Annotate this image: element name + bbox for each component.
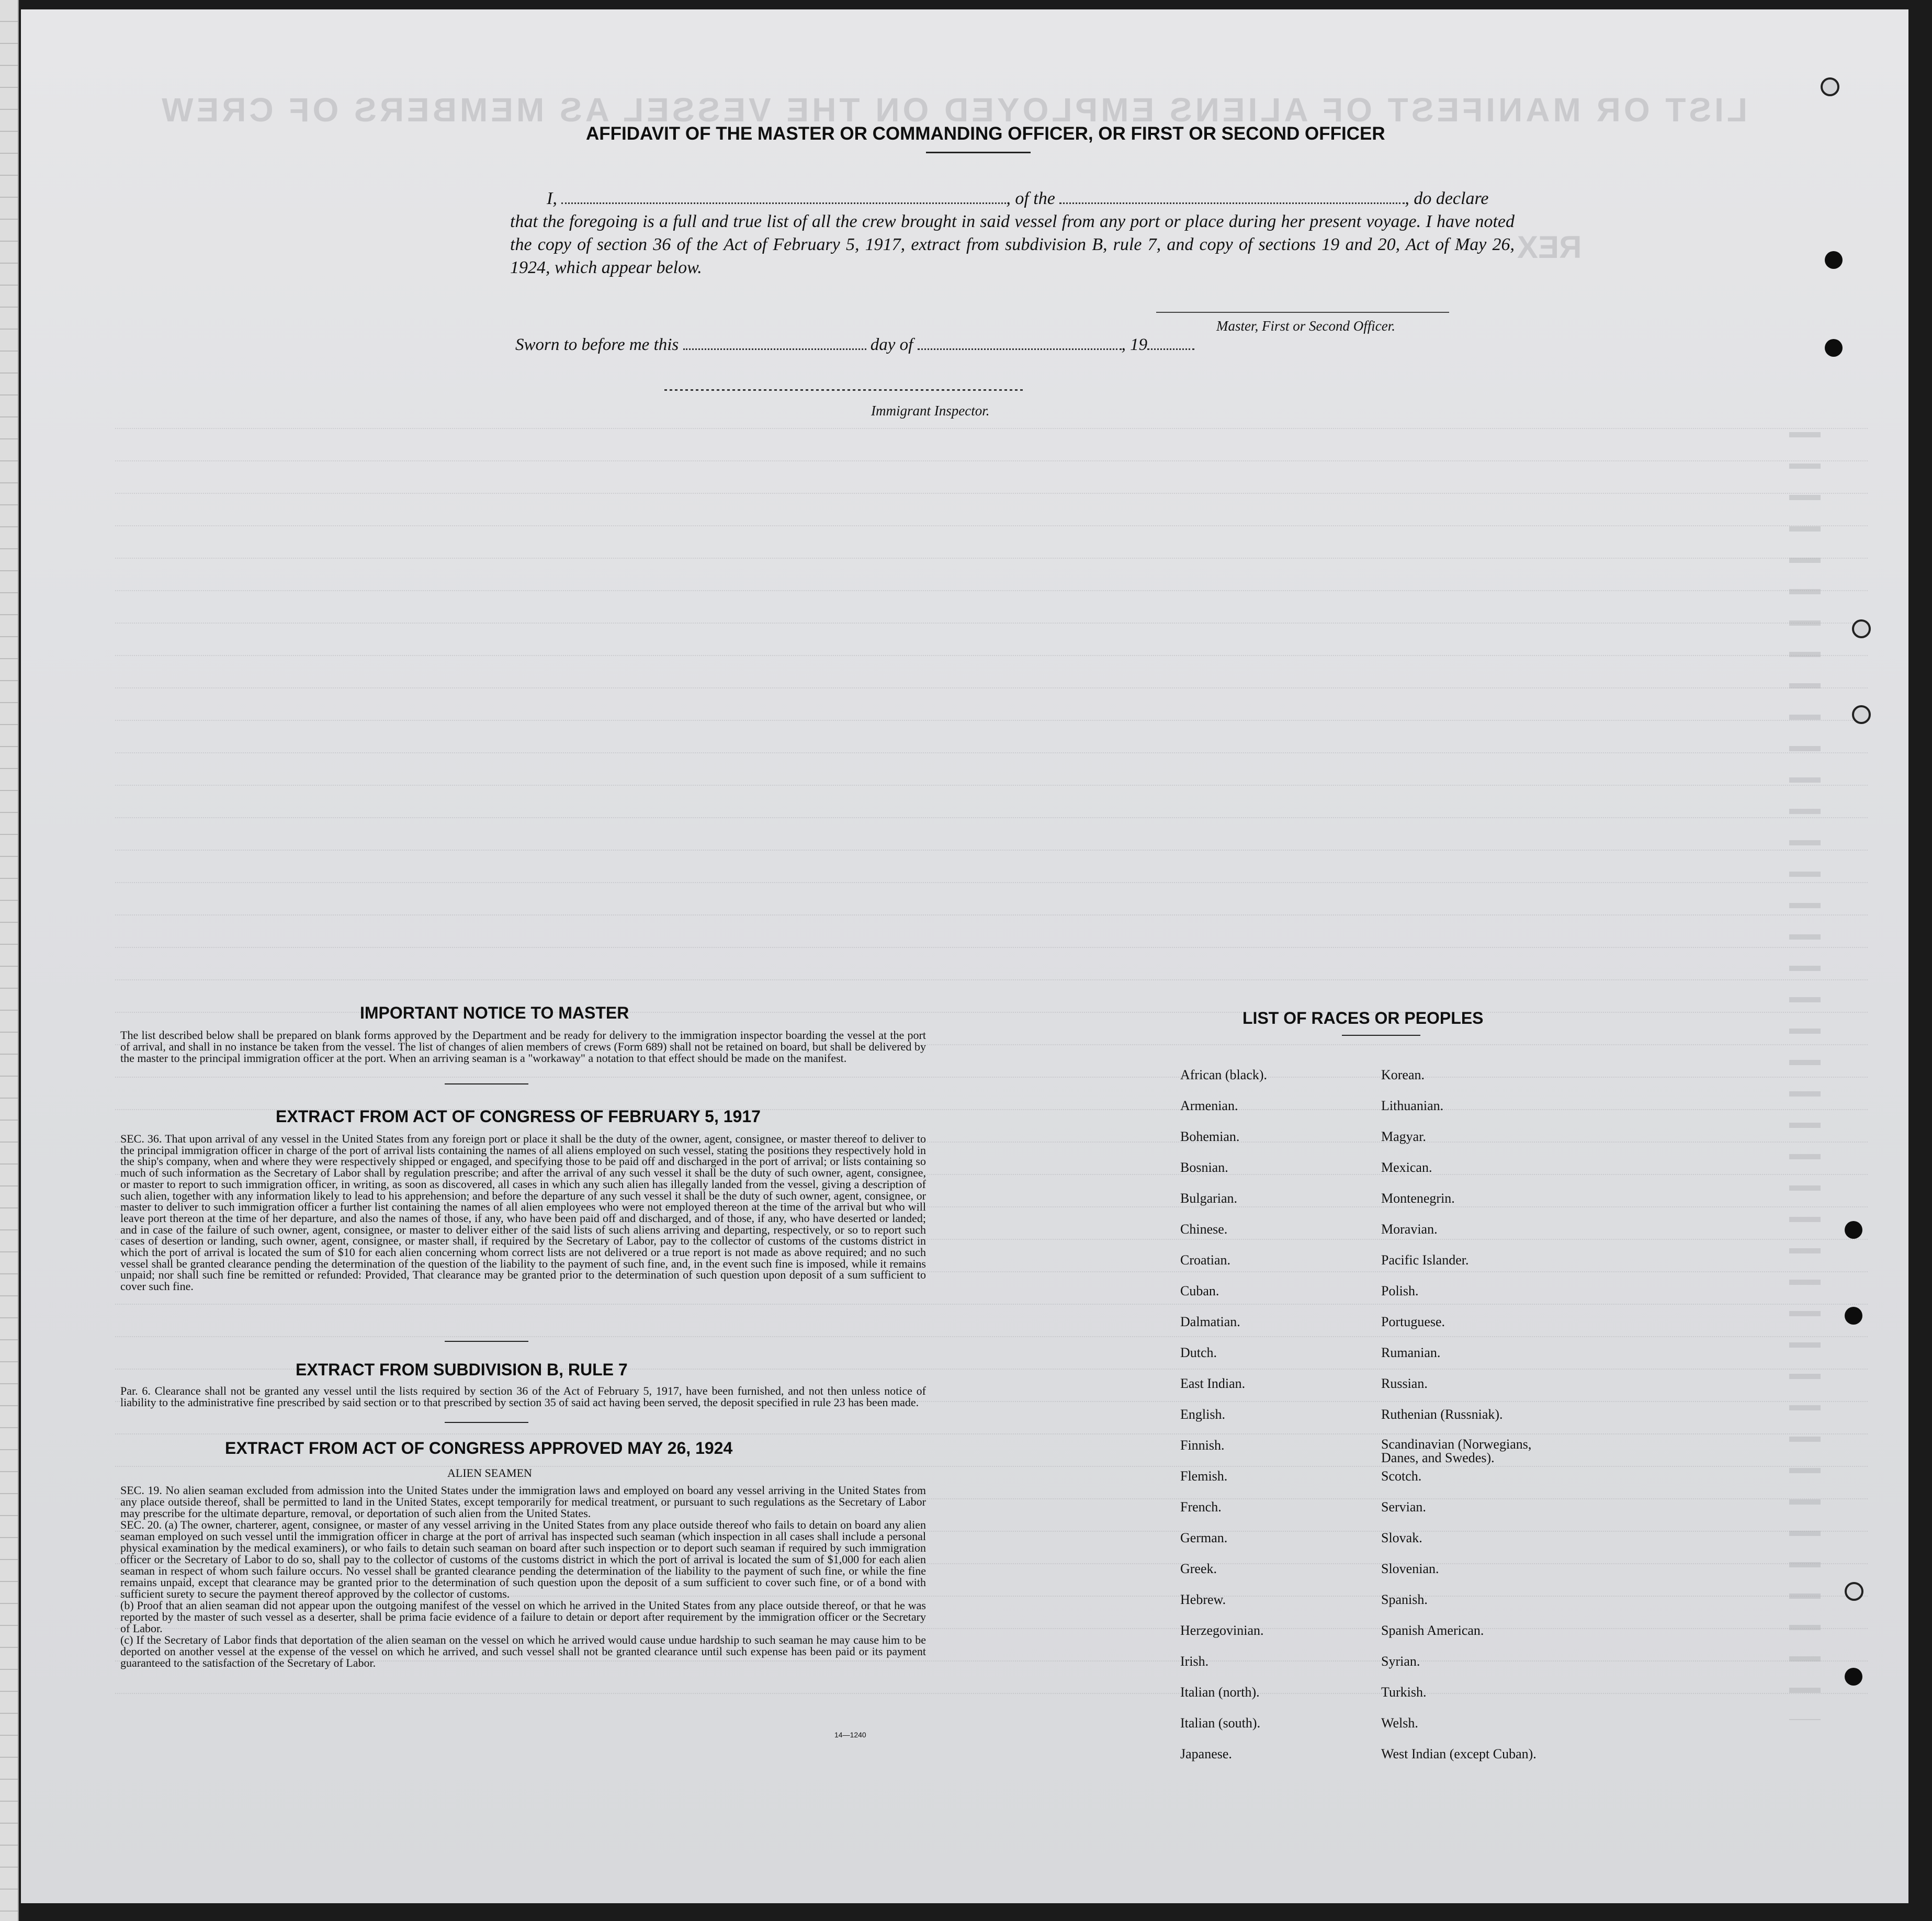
race-item: Herzegovinian. (1180, 1623, 1264, 1638)
punch-hole (1845, 1582, 1863, 1601)
race-item: African (black). (1180, 1067, 1268, 1082)
race-item: Lithuanian. (1381, 1098, 1444, 1113)
race-item: Syrian. (1381, 1654, 1420, 1669)
punch-hole (1821, 77, 1839, 96)
race-item: Rumanian. (1381, 1345, 1441, 1360)
section-20c: (c) If the Secretary of Labor finds that deportation of the alien seaman on the vessel on which he arrived would cause undue hardship to such seaman he may cause him to be deported on another vessel at the expense of the vessel on which he arrived, and such vessel shall not be granted clearance until such expense has been paid or its payment guaranteed to the satisfaction of the Secretary of Labor. (120, 1633, 926, 1669)
race-item: Italian (north). (1180, 1685, 1260, 1700)
form-number: 14—1240 (834, 1731, 866, 1739)
punch-hole (1825, 251, 1843, 269)
race-item: Scandinavian (Norwegians, Danes, and Swedes). (1381, 1437, 1532, 1465)
punch-hole (1845, 1221, 1862, 1239)
race-item: Spanish. (1381, 1592, 1428, 1607)
race-item: German. (1180, 1530, 1228, 1545)
race-item: Chinese. (1180, 1222, 1228, 1237)
race-item: Croatian. (1180, 1252, 1231, 1268)
punch-hole (1852, 619, 1871, 638)
bleed-through-row-numbers (1789, 412, 1821, 1720)
document-page (21, 9, 1908, 1903)
race-item: Hebrew. (1180, 1592, 1226, 1607)
race-item: Polish. (1381, 1283, 1419, 1298)
rule7-rule (445, 1422, 528, 1423)
affidavit-title-rule (926, 152, 1031, 153)
race-item: Montenegrin. (1381, 1191, 1455, 1206)
punch-hole (1845, 1307, 1862, 1325)
punch-hole (1825, 339, 1843, 357)
race-item: Dalmatian. (1180, 1314, 1240, 1329)
race-item: Korean. (1381, 1067, 1425, 1082)
name-blank[interactable] (561, 189, 1006, 204)
notice-rule (445, 1083, 528, 1084)
race-item: Dutch. (1180, 1345, 1217, 1360)
signature-label: Master, First or Second Officer. (1216, 318, 1395, 334)
section-19: SEC. 19. No alien seaman excluded from admission into the United States under the immigration laws and employed on board any vessel arriving in the United States from any place outside thereof, shall be permitted to land in the United States, except temporarily for medical treatment, or pursuant to such regulations as the Secretary of Labor may prescribe for the ultimate departure, removal, or deportation of such alien from the United States. (120, 1484, 926, 1520)
affidavit-text (510, 187, 1515, 279)
rule7-body: Par. 6. Clearance shall not be granted any vessel until the lists required by section 36 of the Act of February 5, 1917, have been furnished, and not then unless notice of liability to the administrative fine prescribed by said section or to that prescribed by section 35 of said act having been served, the deposit specified in rule 23 has been made. (120, 1384, 926, 1409)
punch-hole (1852, 705, 1871, 724)
section-20b: (b) Proof that an alien seaman did not appear upon the outgoing manifest of the vessel on which he arrived in the United States from any place outside thereof, or that he was reported by the master of such vessel as a deserter, shall be prima facie evidence of a failure to detain or deport after requirement by the immigration officer or the Secretary of Labor. (120, 1599, 926, 1635)
punch-hole (1845, 1668, 1862, 1686)
affidavit-first-line: I, , of the , do declare (547, 189, 1489, 208)
race-item: Finnish. (1180, 1438, 1225, 1453)
race-item: English. (1180, 1407, 1225, 1422)
bleed-through-vessel: REX (1517, 230, 1582, 265)
race-item: Welsh. (1381, 1715, 1418, 1731)
races-rule (1342, 1035, 1420, 1036)
sworn-month-blank[interactable] (918, 335, 1122, 350)
rule7-title: EXTRACT FROM SUBDIVISION B, RULE 7 (296, 1360, 628, 1379)
race-item: Japanese. (1180, 1746, 1232, 1761)
inspector-label: Immigrant Inspector. (871, 403, 990, 419)
extract-1917-body: SEC. 36. That upon arrival of any vessel in the United States from any foreign port or place it shall be the duty of the owner, agent, consignee, or master thereof to deliver to the principal immigration officer in charge of the port of arrival lists containing the names of all aliens employed on such vessel, stating the positions they respectively hold in the ship's company, when and where they were respectively shipped or engaged, and specifying those to be paid off and discharged in the port of arrival; or lists containing so much of such information as the Secretary of Labor shall by regulation prescribe; and after the arrival of any such vessel it shall be the duty of such owner, agent, consignee, or master to report to such immigration officer, in writing, as soon as discovered, all cases in which any such alien has illegally landed from the vessel, giving a description of such alien, together with any information likely to lead to his apprehension; and before the departure of any such vessel it shall be the duty of such owner, agent, consignee, or master to deliver to such immigration officer a further list containing the names of all alien employees who were not employed thereon at the time of the arrival but who will leave port thereon at the time of her departure, and also the names of those, if any, who have been paid off and discharged, and of those, if any, who have deserted or landed; and in case of the failure of such owner, agent, consignee, or master to deliver either of the said lists of such aliens arriving and departing, respectively, or so to report such cases of desertion or landing, such owner, agent, consignee, or master shall, if required by the Secretary of Labor, pay to the collector of customs of the customs district in which the port of arrival is located the sum of $10 for each alien concerning whom correct lists are not delivered or a true report is not made as above required; and no such vessel shall be granted clearance pending the determination of the question of the liability to the payment of such fine, and, in the event such fine is imposed, while it remains unpaid; nor shall such fine be remitted or refunded: Provided, That clearance may be granted prior to the determination of such question upon deposit of a sum sufficient to cover such fine. (120, 1132, 926, 1293)
race-item: Scotch. (1381, 1468, 1422, 1484)
race-item: Moravian. (1381, 1222, 1438, 1237)
notice-title: IMPORTANT NOTICE TO MASTER (360, 1003, 629, 1022)
race-item: Servian. (1381, 1499, 1426, 1515)
sworn-line: Sworn to before me this day of , 19 (515, 335, 1194, 355)
race-item: East Indian. (1180, 1376, 1246, 1391)
section-20a: SEC. 20. (a) The owner, charterer, agent, consignee, or master of any vessel arriving in the United States from any place outside thereof who fails to detain on board any alien seaman employed on such vessel until the immigration officer in charge at the port of arrival has inspected such seaman (which inspection in all cases shall include a personal physical examination by the medical examiners), or who fails to detain such seaman on board after such inspection or to deport such seaman if required by such immigration officer or the Secretary of Labor to do so, shall pay to the collector of customs of the customs district in which the port of arrival is located the sum of $1,000 for each alien seaman in respect of whom such failure occurs. No vessel shall be granted clearance pending the determination of the liability to the payment of such fine, or while the fine remains unpaid, except that clearance may be granted prior to the determination of such question upon the deposit of a sum sufficient to cover such fine, or of a bond with sufficient surety to secure the payment thereof approved by the collector of customs. (120, 1518, 926, 1600)
extract-1924-title: EXTRACT FROM ACT OF CONGRESS APPROVED MAY 26, 1924 (225, 1439, 733, 1457)
race-item: Irish. (1180, 1654, 1209, 1669)
vessel-blank[interactable] (1059, 189, 1405, 204)
affidavit-body: that the foregoing is a full and true list of all the crew brought in said vessel from any port or place during her present voyage. I have noted the copy of section 36 of the Act of February 5, 1917, extract from subdivision B, rule 7, and copy of sections 19 and 20, Act of May 26, 1924, which appear below. (510, 212, 1515, 277)
race-item: Bosnian. (1180, 1160, 1228, 1175)
extract-1924-subtitle: ALIEN SEAMEN (447, 1466, 532, 1479)
race-item: Mexican. (1381, 1160, 1432, 1175)
race-item: Russian. (1381, 1376, 1428, 1391)
sworn-year-blank[interactable] (1147, 335, 1194, 350)
race-item: Turkish. (1381, 1685, 1427, 1700)
inspector-signature-line[interactable] (664, 389, 1025, 391)
notice-body: The list described below shall be prepared on blank forms approved by the Department and be ready for delivery to the immigration inspector boarding the vessel at the port of arrival, and shall in no instance be taken from the vessel. The list of changes of alien members of crews (Form 689) shall not be retained on board, but shall be delivered by the master to the principal immigration officer at the port. When an arriving seaman is a "workaway" a notation to that effect should be made on the manifest. (120, 1029, 926, 1065)
bleed-through-title: LIST OR MANIFEST OF ALIENS EMPLOYED ON THE VESSEL AS MEMBERS OF CREW (159, 91, 1747, 129)
race-item: Slovenian. (1381, 1561, 1439, 1576)
race-item: Flemish. (1180, 1468, 1228, 1484)
race-item: West Indian (except Cuban). (1381, 1746, 1536, 1761)
race-item: Spanish American. (1381, 1623, 1484, 1638)
race-item: Portuguese. (1381, 1314, 1445, 1329)
race-item: Magyar. (1381, 1129, 1426, 1144)
race-item: Italian (south). (1180, 1715, 1261, 1731)
extract-1917-title: EXTRACT FROM ACT OF CONGRESS OF FEBRUARY 5, 1917 (276, 1107, 761, 1126)
race-item: Bohemian. (1180, 1129, 1240, 1144)
affidavit-title: AFFIDAVIT OF THE MASTER OR COMMANDING OFFICER, OR FIRST OR SECOND OFFICER (586, 123, 1385, 144)
race-item: Cuban. (1180, 1283, 1219, 1298)
extract-1924-body (120, 1485, 926, 1669)
race-item: Ruthenian (Russniak). (1381, 1407, 1503, 1422)
paper-left-edge (0, 0, 19, 1921)
race-item: Greek. (1180, 1561, 1217, 1576)
race-item: Armenian. (1180, 1098, 1238, 1113)
race-item: Pacific Islander. (1381, 1252, 1469, 1268)
extract-1917-rule (445, 1341, 528, 1342)
races-title: LIST OF RACES OR PEOPLES (1242, 1009, 1484, 1027)
race-item: French. (1180, 1499, 1222, 1515)
race-item: Slovak. (1381, 1530, 1422, 1545)
signature-line[interactable] (1156, 312, 1449, 313)
sworn-day-blank[interactable] (683, 335, 866, 350)
race-item: Bulgarian. (1180, 1191, 1238, 1206)
